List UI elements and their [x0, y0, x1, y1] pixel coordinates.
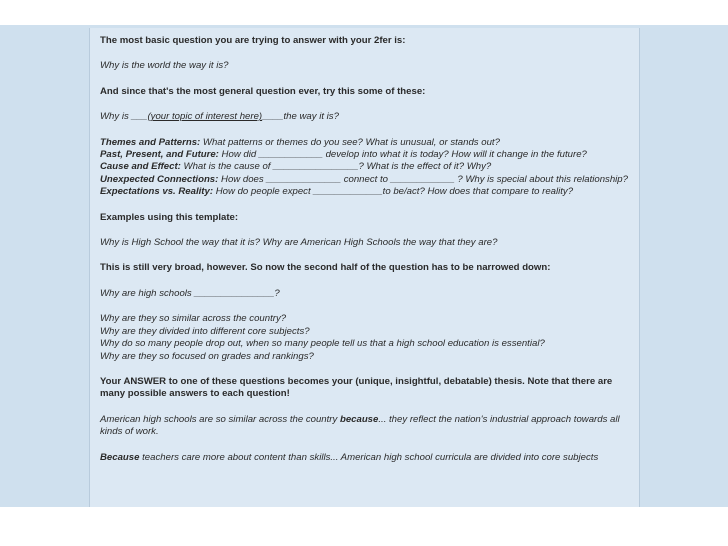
prompt-label: Past, Present, and Future: [100, 149, 219, 161]
prompt-expectations-reality [100, 186, 629, 198]
worksheet-card [89, 28, 640, 507]
prompt-label: Expectations vs. Reality: [100, 186, 214, 198]
narrow-question: Why are high schools _______________? [100, 287, 280, 299]
list-item: Why are they so similar across the country? [100, 313, 287, 325]
prompt-label: Unexpected Connections: [100, 173, 219, 185]
list-item: Why are they so focused on grades and rankings? [100, 350, 314, 362]
list-item: Why are they divided into different core subjects? [100, 325, 310, 337]
prompt-cause-effect [100, 161, 629, 173]
template-topic: (your topic of interest here) [147, 111, 263, 123]
prompt-text: How did ____________ develop into what it is today? How will it change in the future? [218, 149, 587, 161]
question-list [100, 313, 629, 363]
prompt-list [100, 137, 629, 199]
example-question: Why is High School the way that it is? Why are American High Schools the way that they are? [100, 237, 498, 249]
list-item: Why do so many people drop out, when so many people tell us that a high school education is essential? [100, 338, 545, 350]
answer-example-1 [100, 414, 629, 439]
heading-basic-question: The most basic question you are trying to answer with your 2fer is: [100, 35, 406, 46]
template-before: Why is ___ [100, 111, 148, 123]
prompt-text: How does ______________ connect to ____________ ? Why is special about this relationship? [218, 173, 628, 185]
prompt-unexpected-connections [100, 174, 629, 186]
prompt-themes [100, 137, 629, 149]
prompt-label: Cause and Effect: [100, 161, 181, 173]
answer-text: American high schools are so similar across the country [100, 413, 340, 425]
answer-keyword: because [339, 413, 379, 425]
prompt-text: What is the cause of ________________? What is the effect of it? Why? [180, 161, 492, 173]
prompt-text: How do people expect _____________to be/act? How does that compare to reality? [213, 186, 574, 198]
basic-question: Why is the world the way it is? [100, 60, 229, 72]
answer-text: ... they reflect the nation's industrial approach towards all kinds of work. [100, 413, 620, 438]
heading-narrow-down: This is still very broad, however. So now the second half of the question has to be narrowed down: [100, 262, 551, 274]
heading-answer-thesis: Your ANSWER to one of these questions becomes your (unique, insightful, debatable) thesis. Note that there are many possible answers to each question! [100, 375, 613, 400]
template-after: ____the way it is? [262, 111, 339, 123]
answer-example-2 [100, 452, 629, 464]
answer-text: teachers care more about content than skills... American high school curricula are divided into core subjects [139, 451, 599, 463]
prompt-label: Themes and Patterns: [100, 136, 201, 148]
answer-keyword: Because [100, 451, 140, 463]
prompt-text: What patterns or themes do you see? What is unusual, or stands out? [200, 136, 500, 148]
heading-try-these: And since that's the most general question ever, try this some of these: [100, 85, 426, 97]
template-question [100, 111, 629, 123]
heading-examples: Examples using this template: [100, 211, 239, 223]
prompt-past-present-future [100, 149, 629, 161]
